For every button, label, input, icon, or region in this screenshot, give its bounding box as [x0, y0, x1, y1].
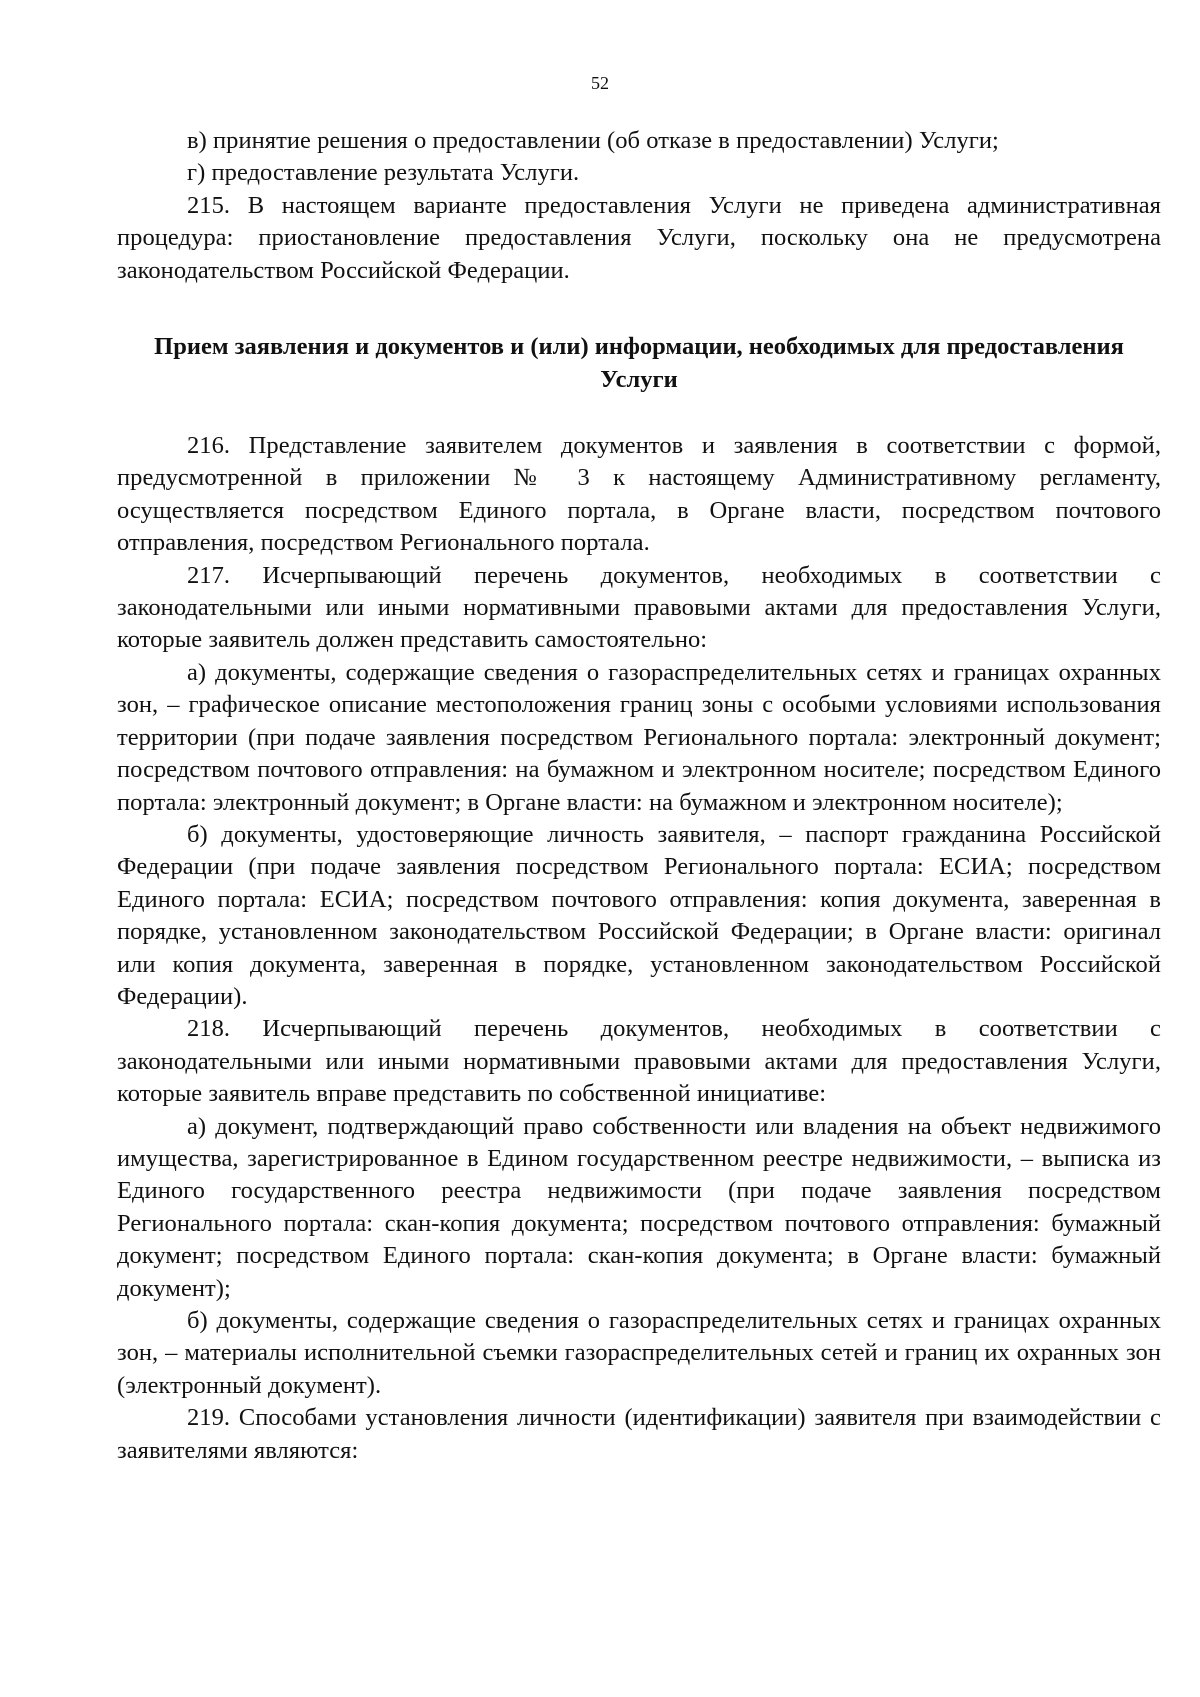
- document-body: [117, 125, 1161, 1487]
- paragraph-218-a: а) документ, подтверждающий право собственности или владения на объект недвижимого имущества, зарегистрированное в Едином государственном реестре недвижимости, – выписка из Единого государственного реестра недвижимости (при подаче заявления посредством Регионального портала: скан-копия документа; посредством почтового отправления: бумажный документ; посредством Единого портала: скан-копия документа; в Органе власти: бумажный документ);: [117, 1112, 1161, 1302]
- paragraph-item-g: г) предоставление результата Услуги.: [187, 159, 580, 187]
- paragraph-217: 217. Исчерпывающий перечень документов, необходимых в соответствии с законодательными или иными нормативными правовыми актами для предоставления Услуги, которые заявитель должен представить самостоятельно:: [117, 561, 1161, 654]
- paragraph-215: 215. В настоящем варианте предоставления Услуги не приведена административная процедура: приостановление предоставления Услуги, поскольку она не предусмотрена законодательством Российской Федерации.: [117, 191, 1161, 284]
- paragraph-item-v: в) принятие решения о предоставлении (об отказе в предоставлении) Услуги;: [187, 127, 999, 154]
- paragraph-219: 219. Способами установления личности (идентификации) заявителя при взаимодействии с заявителями являются:: [117, 1404, 1161, 1464]
- paragraph-218: 218. Исчерпывающий перечень документов, необходимых в соответствии с законодательными или иными нормативными правовыми актами для предоставления Услуги, которые заявитель вправе представить по собственной инициативе:: [117, 1015, 1161, 1108]
- paragraph-216: 216. Представление заявителем документов и заявления в соответствии с формой, предусмотренной в приложении № 3 к настоящему Административному регламенту, осуществляется посредством Единого портала, в Органе власти, посредством почтового отправления, посредством Регионального портала.: [117, 432, 1161, 557]
- paragraph-218-b: б) документы, содержащие сведения о газораспределительных сетях и границах охранных зон, – материалы исполнительной съемки газораспределительных сетей и границ их охранных зон (электронный документ).: [117, 1307, 1161, 1399]
- paragraph-217-b: б) документы, удостоверяющие личность заявителя, – паспорт гражданина Российской Федерации (при подаче заявления посредством Регионального портала: ЕСИА; посредством Единого портала: ЕСИА; посредством почтового отправления: копия документа, заверенная в порядке, установленном законодательством Российской Федерации; в Органе власти: оригинал или копия документа, заверенная в порядке, установленном законодательством Российской Федерации).: [117, 820, 1161, 1010]
- section-heading: Прием заявления и документов и (или) информации, необходимых для предоставления Услуги: [154, 333, 1124, 394]
- paragraph-217-a: а) документы, содержащие сведения о газораспределительных сетях и границах охранных зон, – графическое описание местоположения границ зоны с особыми условиями использования территории (при подаче заявления посредством Регионального портала: электронный документ; посредством почтового отправления: на бумажном и электронном носителе; посредством Единого портала: электронный документ; в Органе власти: на бумажном и электронном носителе);: [117, 658, 1161, 816]
- page-number: 52: [591, 73, 609, 93]
